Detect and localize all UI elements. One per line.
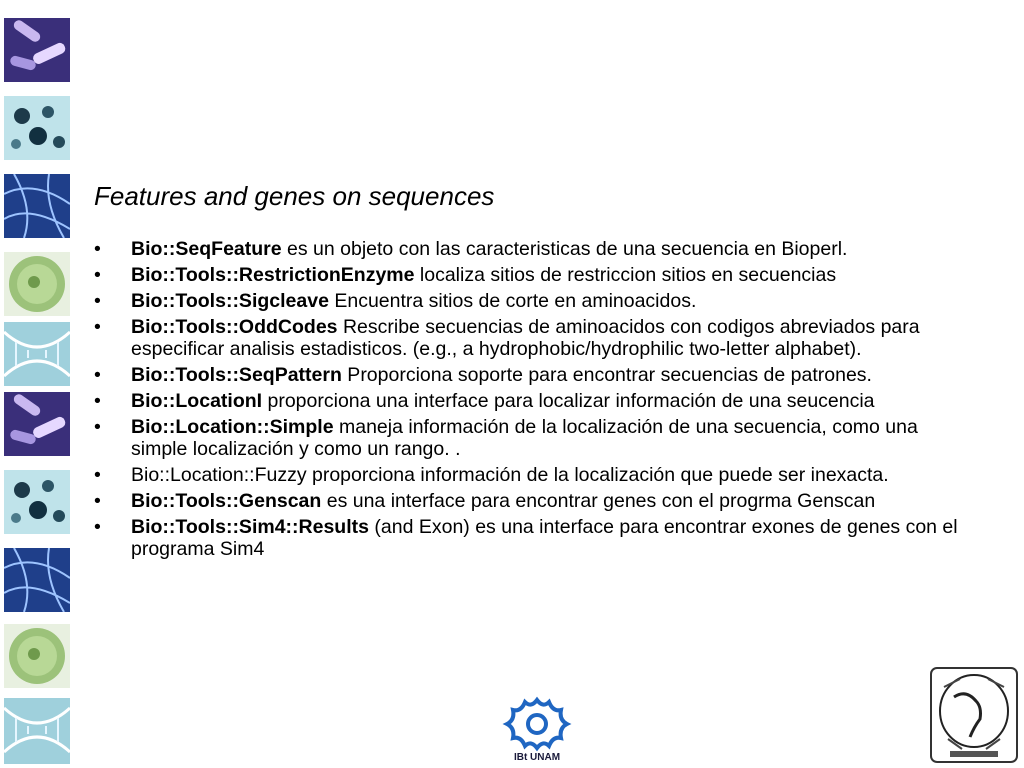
module-name: Bio::Tools::Sigcleave	[131, 290, 329, 312]
microscopy-image	[4, 96, 70, 160]
bullet-icon: •	[94, 264, 101, 286]
item-description: maneja información de la localización de una secuencia, como una simple localización y como un rango. .	[131, 416, 918, 460]
list-item	[94, 264, 974, 286]
unam-seal	[930, 667, 1018, 763]
slide-title: Features and genes on sequences	[94, 181, 495, 211]
item-description: proporciona una interface para localizar información de una seucencia	[262, 390, 875, 412]
bullet-icon: •	[94, 516, 101, 538]
list-item	[94, 464, 974, 486]
network-image	[4, 548, 70, 612]
list-item	[94, 238, 974, 260]
cell-image	[4, 624, 70, 688]
logo-caption: IBt UNAM	[513, 752, 561, 763]
list-item	[94, 490, 974, 512]
item-description: es un objeto con las caracteristicas de una secuencia en Bioperl.	[281, 238, 848, 260]
bacteria-image	[4, 18, 70, 82]
cell-image	[4, 252, 70, 316]
module-name: Bio::SeqFeature	[131, 238, 282, 260]
module-name: Bio::Tools::RestrictionEnzyme	[131, 264, 415, 286]
module-name: Bio::Tools::Sim4::Results	[131, 516, 369, 538]
list-item	[94, 416, 974, 460]
bullet-icon: •	[94, 416, 101, 438]
item-description: localiza sitios de restriccion sitios en secuencias	[414, 264, 837, 286]
item-description: Encuentra sitios de corte en aminoacidos.	[328, 290, 697, 312]
network-image	[4, 174, 70, 238]
bullet-icon: •	[94, 464, 101, 486]
list-item	[94, 316, 974, 360]
item-description: Proporciona soporte para encontrar secuencias de patrones.	[341, 364, 872, 386]
microscopy-image	[4, 470, 70, 534]
bullet-icon: •	[94, 390, 101, 412]
dna-helix-image	[4, 322, 70, 386]
list-item	[94, 516, 974, 560]
bacteria-image	[4, 392, 70, 456]
module-name: Bio::Tools::OddCodes	[131, 316, 338, 338]
item-description: es una interface para encontrar genes con el progrma Genscan	[321, 490, 876, 512]
bullet-icon: •	[94, 490, 101, 512]
module-name: Bio::Location::Simple	[131, 416, 334, 438]
list-item	[94, 290, 974, 312]
bullet-icon: •	[94, 290, 101, 312]
item-description: (and Exon) es una interface para encontrar exones de genes con el programa Sim4	[131, 516, 958, 560]
item-description: Bio::Location::Fuzzy proporciona información de la localización que puede ser inexacta.	[131, 464, 889, 486]
list-item	[94, 390, 974, 412]
list-item	[94, 364, 974, 386]
bullet-icon: •	[94, 364, 101, 386]
module-name: Bio::LocationI	[131, 390, 263, 412]
bullet-icon: •	[94, 316, 101, 338]
module-name: Bio::Tools::SeqPattern	[131, 364, 342, 386]
item-description: Rescribe secuencias de aminoacidos con codigos abreviados para especificar analisis estadisticos. (e.g., a hydrophobic/hydrophilic two-letter alphabet).	[131, 316, 920, 360]
bullet-list	[94, 238, 974, 564]
bullet-icon: •	[94, 238, 101, 260]
dna-helix-image	[4, 698, 70, 764]
module-name: Bio::Tools::Genscan	[131, 490, 322, 512]
